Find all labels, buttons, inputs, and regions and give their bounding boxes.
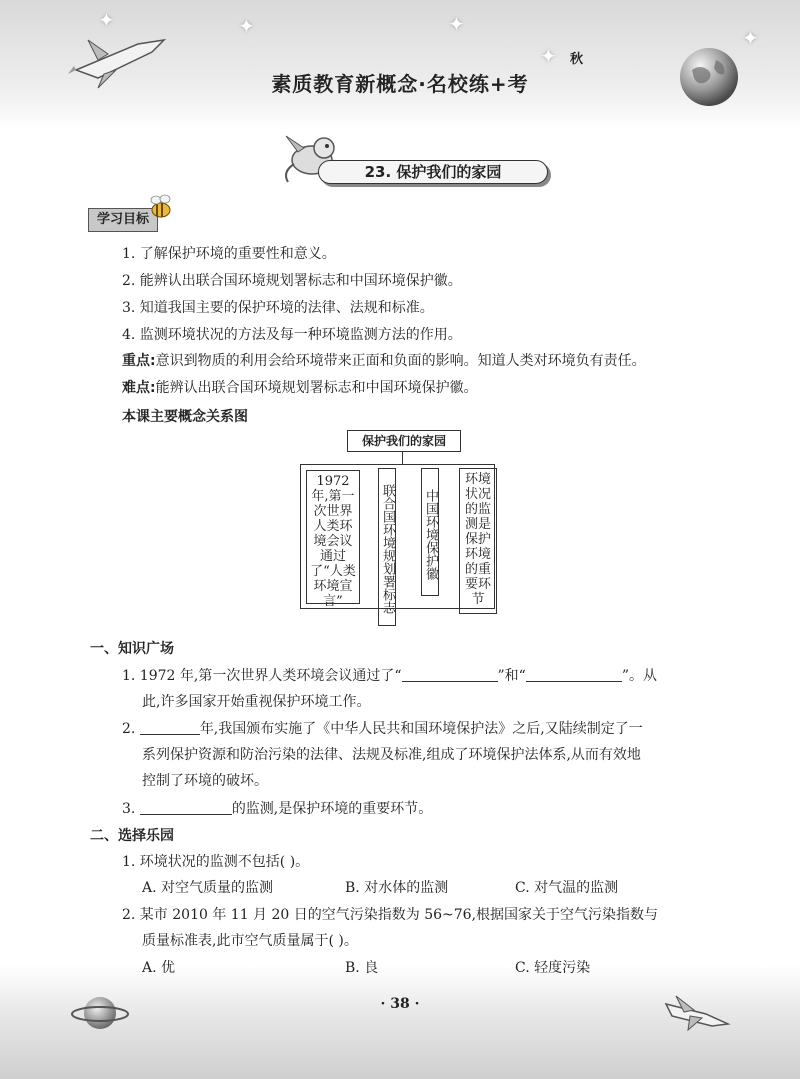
season-label: 秋 [570, 52, 584, 67]
choice-2-option-c[interactable]: C. 轻度污染 [515, 960, 591, 976]
concept-box-unep-logo: 联合国环境规划署标志 [378, 468, 396, 626]
section-choice-heading: 二、选择乐园 [90, 828, 174, 844]
difficult-point-text: 能辨认出联合国环境规划署标志和中国环境保护徽。 [155, 380, 478, 396]
choice-question-1: 1. 环境状况的监测不包括( )。 [122, 854, 310, 870]
answer-blank[interactable] [402, 667, 498, 682]
bee-icon [146, 193, 176, 225]
star-icon: ✦ [448, 12, 465, 36]
choice-question-2-line-1: 2. 某市 2010 年 11 月 20 日的空气污染指数为 56~76,根据国家关于空气污染指数与 [122, 907, 659, 923]
key-point-text: 意识到物质的利用会给环境带来正面和负面的影响。知道人类对环境负有责任。 [155, 353, 646, 369]
star-icon: ✦ [238, 14, 255, 38]
answer-blank[interactable] [140, 720, 200, 735]
lesson-title: 23. 保护我们的家园 [318, 160, 548, 184]
learning-goals-tag: 学习目标 [88, 208, 158, 232]
star-icon: ✦ [98, 8, 115, 32]
connector-line [300, 464, 301, 608]
key-point [122, 350, 646, 370]
answer-blank[interactable] [526, 667, 622, 682]
concept-box-monitoring: 环境状况的监测是保护环境的重要环节 [459, 468, 497, 614]
question-2-line-1: 2. 年,我国颁布实施了《中华人民共和国环境保护法》之后,又陆续制定了一 [122, 721, 643, 737]
choice-2-option-a[interactable]: A. 优 [142, 960, 176, 976]
difficult-point-label: 难点: [122, 380, 156, 396]
star-icon: ✦ [742, 26, 759, 50]
choice-1-option-c[interactable]: C. 对气温的监测 [515, 880, 619, 896]
connector-line [402, 451, 403, 464]
header-title: 素质教育新概念·名校练+考 [271, 72, 529, 96]
concept-map-heading: 本课主要概念关系图 [122, 409, 248, 425]
goal-item: 2. 能辨认出联合国环境规划署标志和中国环境保护徽。 [122, 273, 462, 289]
connector-line [300, 464, 494, 465]
goal-item: 4. 监测环境状况的方法及每一种环境监测方法的作用。 [122, 327, 462, 343]
section-knowledge-heading: 一、知识广场 [90, 641, 174, 657]
key-point-label: 重点: [122, 353, 156, 369]
question-1-line-2: 此,许多国家开始重视保护环境工作。 [142, 694, 371, 710]
choice-2-option-b[interactable]: B. 良 [345, 960, 379, 976]
choice-question-2-line-2: 质量标准表,此市空气质量属于( )。 [142, 933, 358, 949]
question-3: 3. 的监测,是保护环境的重要环节。 [122, 801, 433, 817]
goal-item: 1. 了解保护环境的重要性和意义。 [122, 246, 336, 262]
concept-map-root: 保护我们的家园 [347, 430, 461, 452]
question-1-line-1: 1. 1972 年,第一次世界人类环境会议通过了“ ”和“ ”。从 [122, 668, 657, 684]
answer-blank[interactable] [140, 800, 232, 815]
choice-1-option-a[interactable]: A. 对空气质量的监测 [142, 880, 274, 896]
difficult-point [122, 377, 478, 397]
question-2-line-3: 控制了环境的破坏。 [142, 773, 268, 789]
star-icon: ✦ [540, 44, 557, 68]
page-number: · 38 · [380, 996, 420, 1012]
concept-box-declaration: 1972年,第一次世界人类环境会议通过了“人类环境宣言” [306, 470, 360, 604]
space-shuttle-icon [662, 990, 732, 1038]
concept-box-china-emblem: 中国环境保护徽 [421, 468, 439, 596]
goal-item: 3. 知道我国主要的保护环境的法律、法规和标准。 [122, 300, 434, 316]
question-2-line-2: 系列保护资源和防治污染的法律、法规及标准,组成了环境保护法体系,从而有效地 [142, 747, 641, 763]
choice-1-option-b[interactable]: B. 对水体的监测 [345, 880, 449, 896]
